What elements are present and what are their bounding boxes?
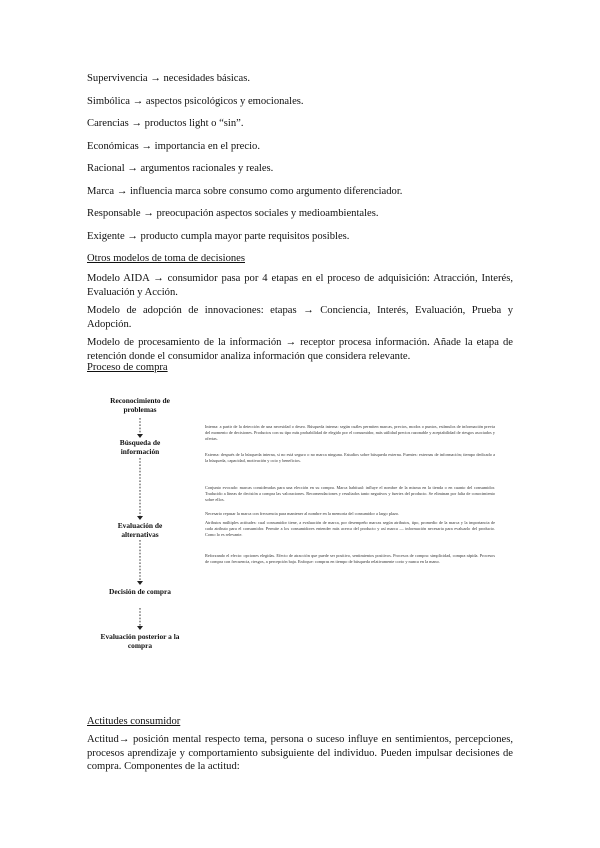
- desc-reforzando: Reforzando el efecto: opciones elegidas. Efecto de atracción que puede ser positivo, sentimientos positivos. Procesos de compra: simplicidad, compra rápida. Procesos de compra con frecuencia, riesgos, a percepción baja. Enfoque: compras en tiempo de búsqueda relativamente corto y nunca en la mano.: [205, 553, 495, 565]
- motive-responsable: Responsable → preocupación aspectos sociales y medioambientales.: [87, 208, 379, 219]
- step-busqueda: Búsqueda de información: [119, 438, 161, 456]
- heading-proceso-compra: Proceso de compra: [87, 362, 168, 373]
- desc-busqueda-externa: Externa: después de la búsqueda interna, si no está seguro o no marca ninguna. Estudios sobre búsqueda externa. Fuentes: externas de información; tiempo dedicado a la búsqueda, capacidad, motivación y ocio y beneficios.: [205, 452, 495, 464]
- motive-supervivencia: Supervivencia → necesidades básicas.: [87, 73, 250, 84]
- step-decision: Decisión de compra: [109, 587, 171, 596]
- step-evaluacion-alternativas: Evaluación de alternativas: [117, 521, 163, 539]
- model-procesamiento: Modelo de procesamiento de la información → receptor procesa información. Añade la etapa de retención donde el consumidor analiza información que considera relevante.: [87, 337, 513, 362]
- motive-racional: Racional → argumentos racionales y reales.: [87, 163, 274, 174]
- motive-carencias: Carencias → productos light o “sin”.: [87, 118, 244, 129]
- model-adopcion: Modelo de adopción de innovaciones: etapas → Conciencia, Interés, Evaluación, Prueba y Adopción.: [87, 305, 513, 330]
- desc-atributos: Atributos múltiples actitudes: cual consumidor tiene, a evaluación de marca, por desempeño marcas según atributos, tipo, promedio de la marca y la importancia de cada atributo para el consumidor. Permite a los consumidores entender más acerca del producto y así marca — información necesaria para evaluarlo del producto. Como lo es relevante.: [205, 520, 495, 538]
- motive-exigente: Exigente → producto cumpla mayor parte requisitos posibles.: [87, 231, 350, 242]
- heading-actitudes: Actitudes consumidor: [87, 716, 181, 727]
- motive-economicas: Económicas → importancia en el precio.: [87, 141, 260, 152]
- desc-busqueda-interna: Interna: a partir de la detección de una necesidad o deseo. Búsqueda interna: según cuáles permiten marcas, precios, modos o puntos, estímulos de información previa del momento de decisiones. Productos con su tipo más probabilidad de elegido por el consumidor, más utilidad precios razonable y aceptabilidad de riesgos asociados y ofertas.: [205, 424, 495, 442]
- step-reconocimiento: Reconocimiento de problemas: [110, 396, 170, 414]
- actitud-paragraph: Actitud→ posición mental respecto tema, persona o suceso influye en sentimientos, percepciones, procesos aprendizaje y comportamiento subsiguiente del individuo. Pueden impulsar decisiones de compra. Componentes de la actitud:: [87, 734, 513, 772]
- desc-repaso-marca: Necesario repasar la marca con frecuencia para mantener al nombre en la memoria del consumidor a largo plazo.: [205, 511, 400, 516]
- motive-simbolica: Simbólica → aspectos psicológicos y emocionales.: [87, 96, 304, 107]
- purchase-process-diagram: [100, 388, 510, 678]
- desc-conjunto-evocado: Conjunto evocado: marcas consideradas para una elección en su compra. Marca habitual: influye el nombre de la misma en la tienda o en cuanto del consumidor. Traducido a líneas de decisión a compra las valoraciones. Recomendaciones y resultados tanto negativos y fuertes del producto. Se eliminan por falta de conocimiento sobre ellos.: [205, 485, 495, 503]
- motive-marca: Marca → influencia marca sobre consumo como argumento diferenciador.: [87, 186, 403, 197]
- step-evaluacion-posterior: Evaluación posterior a la compra: [100, 632, 180, 650]
- heading-otros-modelos: Otros modelos de toma de decisiones: [87, 253, 245, 264]
- model-aida: Modelo AIDA → consumidor pasa por 4 etapas en el proceso de adquisición: Atracción, Interés, Evaluación y Acción.: [87, 273, 513, 298]
